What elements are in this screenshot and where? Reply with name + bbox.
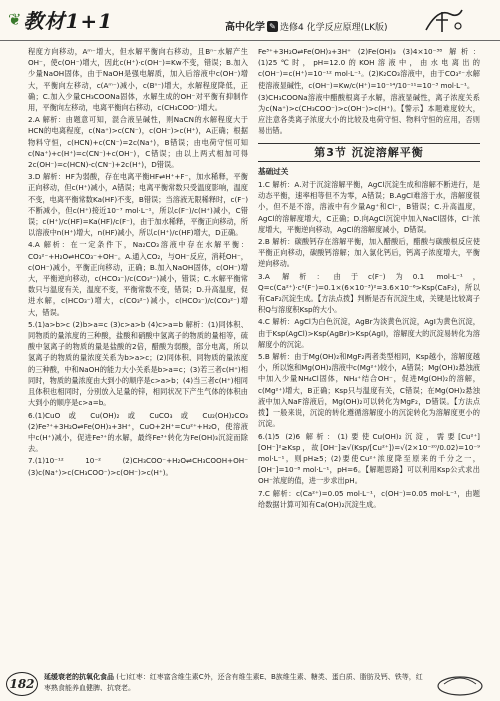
book-icon: ✎ bbox=[267, 21, 278, 32]
answer-paragraph: 7.C 解析：c(Ca²⁺)=0.05 mol·L⁻¹，c(OH⁻)=0.05 mol·L⁻¹，由题给数据计算可知有Ca(OH)₂沉淀生成。 bbox=[258, 488, 480, 509]
left-column bbox=[28, 46, 248, 666]
page-header bbox=[0, 0, 500, 41]
book-logo bbox=[8, 4, 138, 34]
edition-label: 选修4 化学反应原理(LK版) bbox=[280, 23, 388, 33]
logo-text: 教材1+1 bbox=[23, 8, 113, 33]
answer-paragraph: 5.B 解析：由于Mg(OH)₂和MgF₂两者类型相同，Ksp越小，溶解度越小，所以饱和Mg(OH)₂溶液中c(Mg²⁺)较小，A错误；Mg(OH)₂悬浊液中加入少量NH₄Cl固体，NH₄⁺结合OH⁻，促进Mg(OH)₂的溶解，c(Mg²⁺)增大，B正确；Ksp只与温度有关，C错误；在Mg(OH)₂悬浊液中加入NaF溶液后，Mg(OH)₂可以转化为MgF₂，D错误。【方法点拨】一般来说，沉淀的转化遵循溶解度小的沉淀转化为溶解度更小的沉淀。 bbox=[258, 352, 480, 429]
answer-paragraph: 3.A 解析：由于c(F⁻)为0.1 mol·L⁻¹，Q=c(Ca²⁺)·c²(F⁻)=0.1×(6×10⁻³)²=3.6×10⁻⁶>Ksp(CaF₂)，所以有CaF₂沉淀生成。【方法点拨】判断是否有沉淀生成，关键是比较离子积Q与溶度积Ksp的大小。 bbox=[258, 271, 480, 315]
subject-title bbox=[225, 18, 388, 33]
answer-paragraph: 6.(1)CuO 或 Cu(OH)₂ 或 CuCO₃ 或 Cu₂(OH)₂CO₃ (2)Fe³⁺+3H₂O⇌Fe(OH)₃+3H⁺，CuO+2H⁺=Cu²⁺+H₂O，使溶液中c(H⁺)减小，促进Fe³⁺的水解，最终Fe³⁺转化为Fe(OH)₃沉淀而除去。 bbox=[28, 410, 248, 454]
answer-paragraph: (3)CH₃COONa溶液中醋酸根离子水解，溶液显碱性，离子浓度关系为c(Na⁺)>c(CH₃COO⁻)>c(OH⁻)>c(H⁺)。【警示】本题难度较大，应注意各类离子浓度大小的比较及电荷守恒、物料守恒的应用，否则易出错。 bbox=[258, 92, 480, 136]
mascot-icon bbox=[418, 4, 468, 36]
section-title: 第3节 沉淀溶解平衡 bbox=[258, 143, 480, 162]
subsection-title: 基础过关 bbox=[258, 166, 289, 176]
decoration-icon bbox=[430, 668, 490, 698]
answer-paragraph: 3.D 解析：HF为弱酸，存在电离平衡HF⇌H⁺+F⁻，加水稀释，平衡正向移动，但c(H⁺)减小，A错误；电离平衡常数只受温度影响，温度不变，电离平衡常数Ka(HF)不变，B错误；当溶液无限稀释时，c(F⁻)不断减小，但c(H⁺)接近10⁻⁷ mol·L⁻¹，所以c(F⁻)/c(H⁺)减小，C错误；c(H⁺)/c(HF)=Ka(HF)/c(F⁻)，由于加水稀释，平衡正向移动，所以溶液中n(H⁺)增大，n(HF)减小，所以c(H⁺)/c(HF)增大，D正确。 bbox=[28, 172, 248, 238]
answer-paragraph: 6.(1)5 (2)6 解析：(1)要使Cu(OH)₂沉淀，需要[Cu²⁺][OH⁻]²≥Ksp，故[OH⁻]≥√(Ksp/[Cu²⁺])=√(2×10⁻²⁰/0.02)=10⁻⁹ mol·L⁻¹，则pH≥5；(2)要使Cu²⁺浓度降至原来的千分之一，[OH⁻]=10⁻⁸ mol·L⁻¹，pH=6。【解题思路】可以利用Ksp公式求出OH⁻浓度的值，进一步求出pH。 bbox=[258, 431, 480, 486]
answer-paragraph: 4.C 解析：AgCl为白色沉淀，AgBr为淡黄色沉淀，AgI为黄色沉淀，由于Ksp(AgCl)>Ksp(AgBr)>Ksp(AgI)，溶解度大的沉淀易转化为溶解度小的沉淀。 bbox=[258, 317, 480, 349]
answer-paragraph: 程度方向移动，Aᵐ⁻增大，但水解平衡向右移动，且Bⁿ⁻水解产生OH⁻，使c(OH⁻)增大，因此c(H⁺)·c(OH⁻)=Kw不变，错误；B.加入少量NaOH固体，由于NaOH是强电解质，加入后溶液中c(OH⁻)增大，平衡向左移动，c(Aᵐ⁻)减小，c(Bⁿ⁻)增大，水解程度降低，正确；C.加入少量CH₃COONa固体，水解生成的OH⁻对平衡有抑制作用，平衡向左移动，电离平衡向右移动，c(CH₃COO⁻)增大。 bbox=[28, 47, 248, 113]
footer-note-title: 延缓衰老的抗氧化食品 bbox=[44, 673, 114, 681]
answer-paragraph: 7.(1)10⁻¹² 10⁻² (2)CH₃COO⁻+H₂O⇌CH₃COOH+OH⁻ (3)c(Na⁺)>c(CH₃COO⁻)>c(OH⁻)>c(H⁺)。 bbox=[28, 456, 248, 477]
page-number: 182 bbox=[6, 672, 38, 696]
answer-paragraph: 2.B 解析：碳酸钙存在溶解平衡，加入醋酸后，醋酸与碳酸根反应使平衡正向移动，碳酸钙溶解；加入氯化钙后，钙离子浓度增大，平衡逆向移动。 bbox=[258, 237, 480, 269]
leaf-icon: ❦ bbox=[8, 9, 22, 29]
footer-note-body: (七)红枣：红枣富含维生素C外，还含有维生素E、B族维生素、糖类、蛋白质、脂肪及钙、铁等，红枣熟食能养血健脾、抗衰老。 bbox=[44, 673, 423, 692]
footer-note bbox=[44, 672, 424, 694]
answer-paragraph: 5.(1)a>b>c (2)b>a=c (3)c>a>b (4)c>a=b 解析：(1)同体积、同物质的量浓度的三种酸，盐酸和硝酸中氢离子的物质的量相等，硫酸中氢离子的物质的量是盐酸的2倍，醋酸为弱酸，部分电离，所以氢离子的物质的量浓度关系为b>a>c；(2)同体积、同物质的量浓度的三种酸，中和NaOH的能力大小关系是b>a=c；(3)若三者c(H⁺)相同时，物质的量浓度由大到小的顺序是c>a>b；(4)当三者c(H⁺)相同且体积也相同时，分别放入足量的锌，相同状况下产生气体的体积由大到小的顺序是c>a=b。 bbox=[28, 319, 248, 408]
answer-paragraph: 1.C 解析：A.对于沉淀溶解平衡，AgCl沉淀生成和溶解不断进行，是动态平衡，速率相等但不为零，A错误；B.AgCl难溶于水，溶解度很小，但不是不溶，溶液中有少量Ag⁺和Cl⁻，B错误；C.升高温度，AgCl的溶解度增大，C正确；D.向AgCl沉淀中加入NaCl固体，Cl⁻浓度增大，平衡逆向移动，AgCl的溶解度减小，D错误。 bbox=[258, 180, 480, 234]
subject-name: 高中化学 bbox=[225, 22, 265, 33]
page-footer bbox=[0, 666, 500, 701]
answer-paragraph: 2.A 解析：由题意可知，混合液呈碱性，则NaCN的水解程度大于HCN的电离程度，c(Na⁺)>c(CN⁻)，c(OH⁻)>c(H⁺)，A正确；根据物料守恒，c(HCN)+c(CN⁻)=2c(Na⁺)，B错误；由电荷守恒可知c(Na⁺)+c(H⁺)=c(CN⁻)+c(OH⁻)，C错误；由以上两式相加可得2c(OH⁻)=c(HCN)-c(CN⁻)+2c(H⁺)，D错误。 bbox=[28, 115, 248, 170]
right-column bbox=[258, 46, 480, 666]
answer-paragraph: Fe³⁺+3H₂O⇌Fe(OH)₃+3H⁺ (2)Fe(OH)₃ (3)4×10⁻³⁸ 解析：(1)25℃时，pH=12.0的KOH溶液中，由水电离出的c(OH⁻)=c(H⁺)=10⁻¹² mol·L⁻¹。(2)K₂CO₃溶液中，由于CO₃²⁻水解使溶液显碱性，c(OH⁻)=Kw/c(H⁺)=10⁻¹⁴/10⁻¹¹=10⁻³ mol·L⁻¹。 bbox=[258, 47, 480, 90]
answer-paragraph: 4.A 解析：在一定条件下，Na₂CO₃溶液中存在水解平衡：CO₃²⁻+H₂O⇌HCO₃⁻+OH⁻。A.通入CO₂，与OH⁻反应，消耗OH⁻，c(OH⁻)减小，平衡正向移动，正确；B.加入NaOH固体，c(OH⁻)增大，平衡逆向移动，c(HCO₃⁻)/c(CO₃²⁻)减小，错误；C.水解平衡常数只与温度有关，温度不变，平衡常数不变，错误；D.升高温度，促进水解，c(HCO₃⁻)增大，c(CO₃²⁻)减小，c(HCO₃⁻)/c(CO₃²⁻)增大，错误。 bbox=[28, 240, 248, 317]
